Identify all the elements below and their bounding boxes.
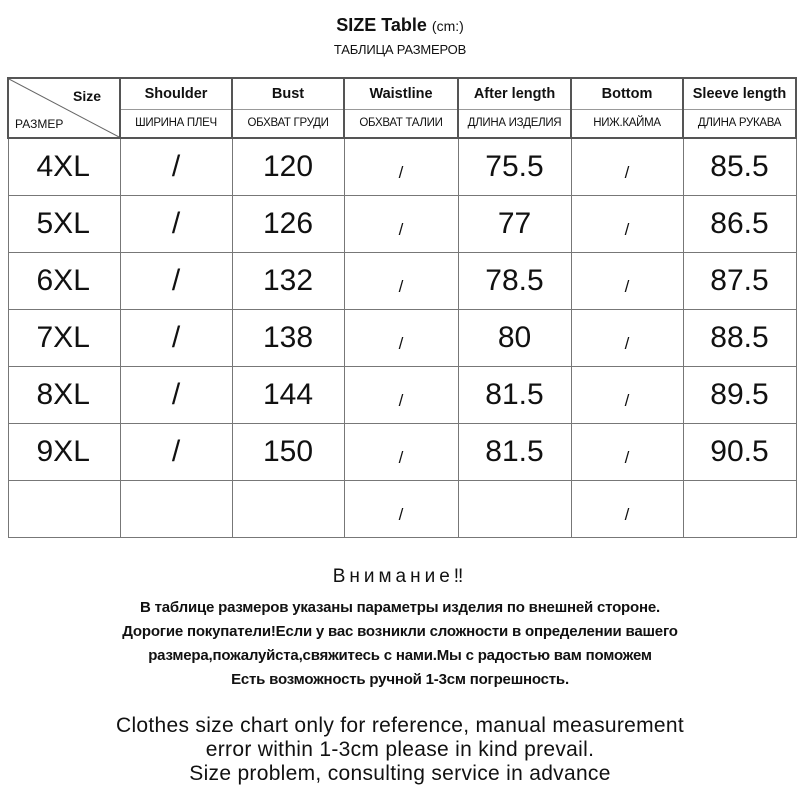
waist-value: / <box>398 334 404 353</box>
sleeve-cell: 90.5 <box>683 424 796 481</box>
bottom-cell <box>571 424 683 481</box>
english-line: error within 1-3cm please in kind prevail. <box>205 738 595 761</box>
bottom-cell <box>571 310 683 367</box>
page-subtitle: ТАБЛИЦА РАЗМЕРОВ <box>333 42 467 57</box>
bottom-value: / <box>624 163 630 182</box>
waist-cell <box>344 481 458 538</box>
table-row-empty <box>8 481 796 538</box>
notice-line: размера,пожалуйста,свяжитесь с нами.Мы с радостью вам поможем <box>148 647 652 664</box>
table-row <box>8 310 796 367</box>
waist-cell <box>344 138 458 196</box>
header-ru: ДЛИНА РУКАВА <box>697 117 782 129</box>
english-note <box>0 714 800 786</box>
header-shoulder <box>120 78 232 138</box>
bust-cell: 150 <box>232 424 344 481</box>
sleeve-cell: 89.5 <box>683 367 796 424</box>
waist-cell <box>344 253 458 310</box>
table-header-row <box>8 78 796 138</box>
bottom-cell <box>571 367 683 424</box>
sleeve-cell: 86.5 <box>683 196 796 253</box>
bust-cell: 126 <box>232 196 344 253</box>
length-cell: 75.5 <box>458 138 571 196</box>
waist-value: / <box>398 163 404 182</box>
size-cell: 7XL <box>8 310 120 367</box>
sleeve-cell: 87.5 <box>683 253 796 310</box>
english-line: Size problem, consulting service in advance <box>189 762 611 785</box>
header-ru: НИЖ.КАЙМА <box>593 117 661 129</box>
table-row <box>8 367 796 424</box>
sleeve-cell: 88.5 <box>683 310 796 367</box>
title-main: SIZE Table <box>336 15 427 35</box>
bottom-value: / <box>624 277 630 296</box>
table-row <box>8 424 796 481</box>
size-cell: 4XL <box>8 138 120 196</box>
waist-cell <box>344 367 458 424</box>
table-row <box>8 253 796 310</box>
sleeve-cell: 85.5 <box>683 138 796 196</box>
table-row <box>8 138 796 196</box>
header-en: Shoulder <box>121 79 231 110</box>
bust-cell: 120 <box>232 138 344 196</box>
length-cell: 81.5 <box>458 424 571 481</box>
size-cell: 6XL <box>8 253 120 310</box>
bottom-value: / <box>624 448 630 467</box>
notice-title: Внимание‼ <box>332 566 468 587</box>
header-after-length <box>458 78 571 138</box>
length-cell <box>458 481 571 538</box>
corner-cell <box>8 78 120 138</box>
size-cell: 8XL <box>8 367 120 424</box>
shoulder-cell: / <box>120 367 232 424</box>
bottom-value: / <box>624 505 630 524</box>
header-en: Bust <box>233 79 343 110</box>
waist-value: / <box>398 391 404 410</box>
notice-line: Есть возможность ручной 1-3см погрешность. <box>231 671 569 688</box>
title-block <box>0 14 800 58</box>
bottom-value: / <box>624 220 630 239</box>
header-en: Bottom <box>572 79 682 110</box>
header-bust <box>232 78 344 138</box>
page-title <box>0 14 800 37</box>
header-ru: ШИРИНА ПЛЕЧ <box>135 117 217 129</box>
bottom-cell <box>571 481 683 538</box>
notice-line: В таблице размеров указаны параметры изделия по внешней стороне. <box>140 599 660 616</box>
sleeve-cell <box>683 481 796 538</box>
notice-line: Дорогие покупатели!Если у вас возникли сложности в определении вашего <box>122 623 678 640</box>
bust-cell: 138 <box>232 310 344 367</box>
corner-razmer-label: РАЗМЕР <box>15 117 64 131</box>
bottom-value: / <box>624 391 630 410</box>
shoulder-cell: / <box>120 138 232 196</box>
shoulder-cell: / <box>120 310 232 367</box>
size-table <box>7 77 797 538</box>
waist-value: / <box>398 277 404 296</box>
shoulder-cell: / <box>120 253 232 310</box>
length-cell: 80 <box>458 310 571 367</box>
waist-value: / <box>398 505 404 524</box>
notice-block <box>0 566 800 692</box>
header-bottom <box>571 78 683 138</box>
header-ru: ДЛИНА ИЗДЕЛИЯ <box>467 117 562 129</box>
length-cell: 81.5 <box>458 367 571 424</box>
english-line: Clothes size chart only for reference, manual measurement <box>115 714 685 737</box>
bottom-cell <box>571 138 683 196</box>
header-en: Waistline <box>345 79 457 110</box>
header-ru: ОБХВАТ ТАЛИИ <box>359 117 443 129</box>
shoulder-cell <box>120 481 232 538</box>
length-cell: 78.5 <box>458 253 571 310</box>
waist-value: / <box>398 220 404 239</box>
waist-cell <box>344 424 458 481</box>
bust-cell <box>232 481 344 538</box>
waist-value: / <box>398 448 404 467</box>
size-cell: 5XL <box>8 196 120 253</box>
waist-cell <box>344 310 458 367</box>
header-en: After length <box>459 79 570 110</box>
table-row <box>8 196 796 253</box>
size-cell <box>8 481 120 538</box>
corner-size-label: Size <box>72 88 101 104</box>
bottom-cell <box>571 253 683 310</box>
waist-cell <box>344 196 458 253</box>
length-cell: 77 <box>458 196 571 253</box>
bust-cell: 132 <box>232 253 344 310</box>
bottom-value: / <box>624 334 630 353</box>
header-sleeve-length <box>683 78 796 138</box>
header-waistline <box>344 78 458 138</box>
header-en: Sleeve length <box>684 79 795 110</box>
shoulder-cell: / <box>120 196 232 253</box>
shoulder-cell: / <box>120 424 232 481</box>
bust-cell: 144 <box>232 367 344 424</box>
bottom-cell <box>571 196 683 253</box>
header-ru: ОБХВАТ ГРУДИ <box>247 117 329 129</box>
title-unit: (cm:) <box>431 18 464 34</box>
size-cell: 9XL <box>8 424 120 481</box>
